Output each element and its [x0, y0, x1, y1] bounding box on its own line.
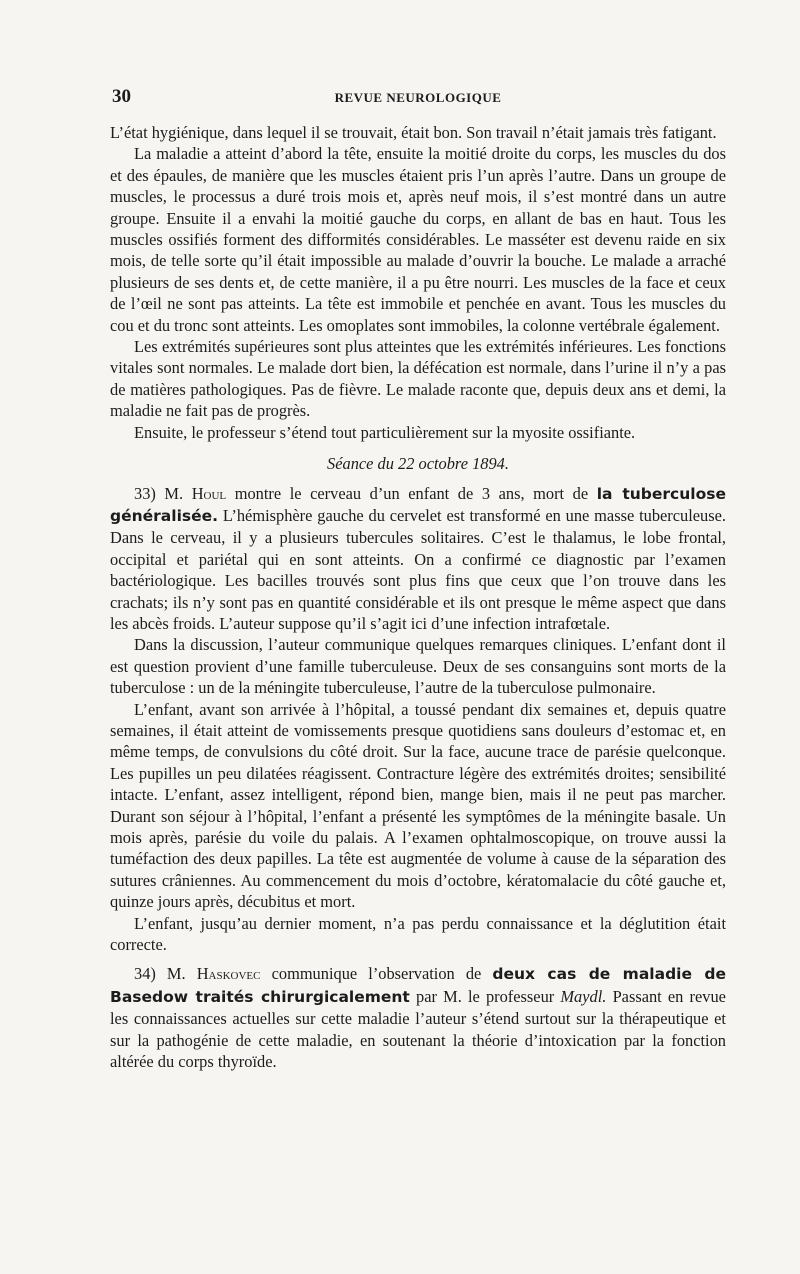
paragraph: L’état hygiénique, dans lequel il se trouvait, était bon. Son travail n’était jamais très fatigant. — [110, 123, 717, 142]
article-body — [110, 122, 726, 1072]
case-33-paragraph — [110, 483, 726, 635]
author-name: Houl — [191, 483, 227, 503]
page-number: 30 — [112, 86, 131, 107]
session-heading: Séance du 22 octobre 1894. — [327, 454, 509, 474]
case-34-paragraph — [110, 963, 726, 1072]
case-number: 33) M. — [134, 483, 184, 503]
page-header — [112, 86, 724, 112]
case-title: la tuberculose généralisée. — [110, 484, 726, 525]
case-lead: communique l’observation de — [271, 964, 482, 984]
paragraph: Dans la discussion, l’auteur communique quelques remarques cliniques. L’enfant dont il est question provient d’une famille tuberculeuse. Deux de ses consanguins sont morts de la tuberculose : un de la méningite tuberculeuse, l’autre de la tuberculose pulmonaire. — [110, 635, 726, 698]
paragraph: L’enfant, jusqu’au dernier moment, n’a pas perdu connaissance et la déglutition était correcte. — [110, 913, 726, 955]
running-head: REVUE NEUROLOGIQUE — [334, 90, 502, 105]
paragraph: L’enfant, avant son arrivée à l’hôpital, a toussé pendant dix semaines et, depuis quatre semaines, il était atteint de vomissements presque quotidiens sans douleurs d’estomac et, en même temps, de convulsions du côté droit. Sur la face, aucune trace de parésie quelconque. Les pupilles un peu dilatées réagissent. Contracture légère des extrémités droites; sensibilité intacte. L’enfant, assez intelligent, répond bien, mange bien, mais il ne peut pas marcher. Durant son séjour à l’hôpital, l’enfant a présenté les symptômes de la méningite basale. Un mois après, parésie du voile du palais. A l’examen ophtalmoscopique, on trouve aussi la tuméfaction des deux papilles. La tête est augmentée de volume à cause de la séparation des sutures crâniennes. Au commencement du mois d’octobre, kératomalacie du côté gauche et, quinze jours après, décubitus et mort. — [110, 699, 726, 912]
case-text: Passant en revue les connaissances actuelles sur cette maladie l’auteur s’étend surtout sur la thérapeutique et sur la pathogénie de cette maladie, en soutenant la théorie d’intoxication par la fonction altérée du corps thyroïde. — [110, 986, 726, 1072]
surgeon-name: Maydl. — [560, 986, 607, 1006]
case-number: 34) M. — [134, 964, 186, 984]
case-title: deux cas de maladie de Basedow traités chirurgicalement — [110, 965, 726, 1006]
case-text: L’hémisphère gauche du cervelet est transformé en une masse tuberculeuse. Dans le cerveau, il y a plusieurs tubercules solitaires. C’est le thalamus, le lobe frontal, occipital et pariétal qui en sont atteints. On a confirmé ce diagnostic par l’examen bactériologique. Les bacilles trouvés sont plus fins que ceux que l’on trouve dans les crachats; ils n’y sont pas en quantité considérable et ils ont presque le même aspect que dans les abcès froids. L’auteur suppose qu’il s’agit ici d’une infection intrafœtale. — [110, 505, 726, 633]
author-name: Haskovec — [196, 964, 261, 984]
paragraph: La maladie a atteint d’abord la tête, ensuite la moitié droite du corps, les muscles du dos et des épaules, de manière que les muscles étaient pris l’un après l’autre. Dans un groupe de muscles, le processus a duré trois mois et, après neuf mois, il s’est montré dans un autre groupe. Ensuite il a envahi la moitié gauche du corps, en allant de bas en haut. Tous les muscles ossifiés forment des difformités considérables. Le masséter est devenu raide en six mois, de telle sorte qu’il était impossible au malade d’ouvrir la bouche. Le malade a arraché plusieurs de ses dents et, de cette manière, il a pu être nourri. Les muscles de la face et ceux de l’œil ne sont pas atteints. La tête est immobile et penchée en avant. Tous les muscles du cou et du tronc sont atteints. Les omoplates sont immobiles, la colonne vertébrale également. — [110, 144, 726, 335]
paragraph: Ensuite, le professeur s’étend tout particulièrement sur la myosite ossifiante. — [134, 422, 636, 442]
case-mid: par M. le professeur — [416, 986, 555, 1006]
paragraph: Les extrémités supérieures sont plus atteintes que les extrémités inférieures. Les fonctions vitales sont normales. Le malade dort bien, la défécation est normale, dans l’urine il n’y a pas de matières pathologiques. Pas de fièvre. Le malade raconte que, depuis deux ans et demi, la maladie ne fait pas de progrès. — [110, 337, 726, 421]
case-lead: montre le cerveau d’un enfant de 3 ans, mort de — [234, 483, 589, 503]
